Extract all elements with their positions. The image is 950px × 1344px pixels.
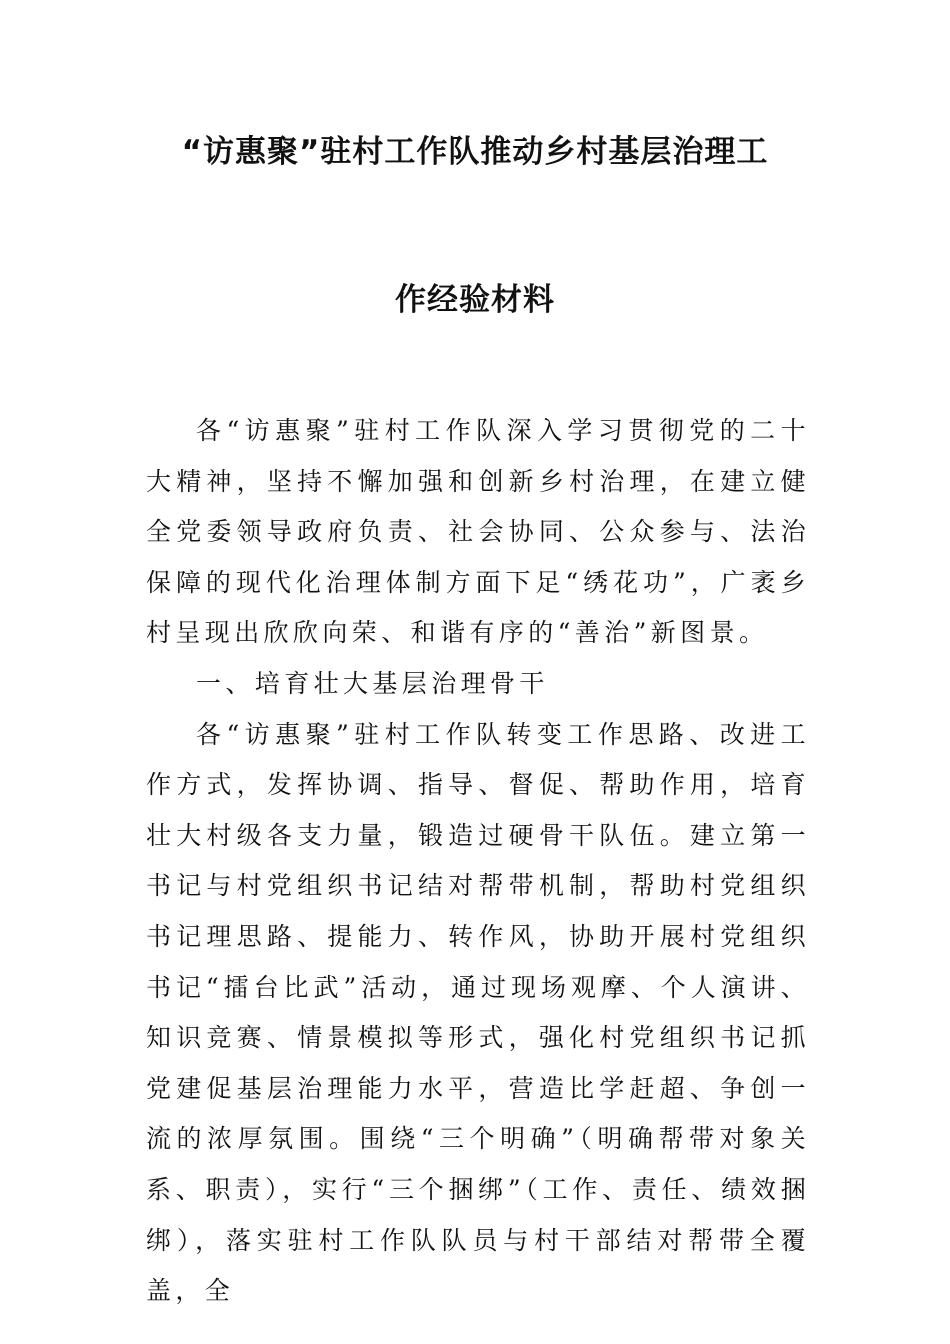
document-title-line-1: “访惠聚”驻村工作队推动乡村基层治理工 xyxy=(181,134,769,170)
document-body xyxy=(146,406,810,1317)
intro-paragraph: 各“访惠聚”驻村工作队深入学习贯彻党的二十大精神，坚持不懈加强和创新乡村治理，在建立健全党委领导政府负责、社会协同、公众参与、法治保障的现代化治理体制方面下足“绣花功”，广袤乡村呈现出欣欣向荣、和谐有序的“善治”新图景。 xyxy=(146,416,810,648)
section-1-paragraph: 各“访惠聚”驻村工作队转变工作思路、改进工作方式，发挥协调、指导、督促、帮助作用，培育壮大村级各支力量，锻造过硬骨干队伍。建立第一书记与村党组织书记结对帮带机制，帮助村党组织书记理思路、提能力、转作风，协助开展村党组织书记“擂台比武”活动，通过现场观摩、个人演讲、知识竞赛、情景模拟等形式，强化村党组织书记抓党建促基层治理能力水平，营造比学赶超、争创一流的浓厚氛围。围绕“三个明确”（明确帮带对象关系、职责），实行“三个捆绑”（工作、责任、绩效捆绑），落实驻村工作队队员与村干部结对帮带全覆盖，全 xyxy=(146,719,810,1306)
section-heading-1: 一、培育壮大基层治理骨干 xyxy=(196,668,549,698)
document-title-line-2: 作经验材料 xyxy=(395,282,555,318)
